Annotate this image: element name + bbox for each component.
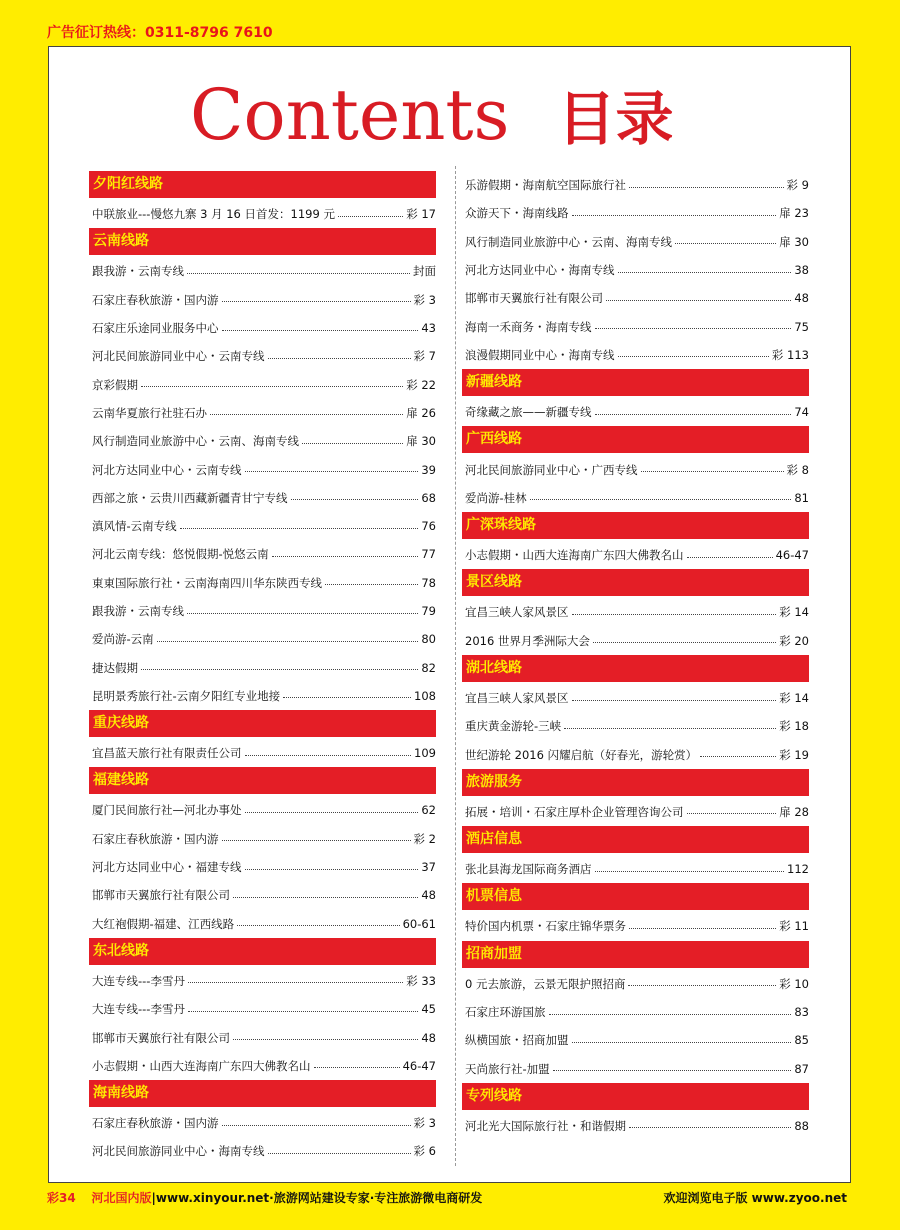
dot-leader — [233, 1039, 418, 1040]
dot-leader — [593, 642, 776, 643]
section-heading: 重庆线路 — [89, 710, 436, 737]
toc-entry[interactable] — [92, 682, 436, 710]
section-heading: 新疆线路 — [462, 369, 809, 396]
toc-entry[interactable] — [92, 200, 436, 228]
dot-leader — [572, 614, 777, 615]
entry-page-number: 74 — [794, 405, 809, 420]
entry-name: 石家庄春秋旅游・国内游 — [92, 1116, 219, 1131]
toc-entry[interactable] — [92, 1109, 436, 1137]
entry-page-number: 83 — [794, 1005, 809, 1020]
dot-leader — [222, 301, 411, 302]
entry-name: 小志假期・山西大连海南广东四大佛教名山 — [92, 1058, 311, 1073]
toc-entry[interactable] — [92, 739, 436, 767]
entry-name: 跟我游・云南专线 — [92, 604, 184, 618]
dot-leader — [283, 697, 411, 698]
dot-leader — [572, 1042, 792, 1043]
dot-leader — [314, 1067, 400, 1068]
entry-name: 天尚旅行社-加盟 — [465, 1061, 550, 1076]
right-column — [437, 171, 809, 1140]
dot-leader — [272, 556, 419, 557]
dot-leader — [188, 982, 403, 983]
toc-entry[interactable] — [92, 653, 436, 681]
footer-ebook-link[interactable]: 欢迎浏览电子版 www.zyoo.net — [663, 1191, 847, 1205]
toc-entry[interactable] — [92, 342, 436, 370]
entry-name: 跟我游・云南专线 — [92, 264, 184, 279]
entry-name: 海南一禾商务・海南专线 — [465, 319, 592, 334]
entry-page-number: 彩 14 — [779, 691, 809, 705]
entry-page-number: 46-47 — [775, 548, 809, 563]
entry-name: 東東国际旅行社・云南海南四川华东陕西专线 — [92, 575, 322, 590]
dot-leader — [338, 216, 403, 217]
toc-entry[interactable] — [92, 399, 436, 427]
dot-leader — [629, 928, 776, 929]
entry-name: 昆明景秀旅行社-云南夕阳红专业地接 — [92, 688, 281, 703]
toc-entry[interactable] — [92, 257, 436, 285]
entry-name: 重庆黄金游轮-三峡 — [465, 719, 562, 734]
section-heading: 机票信息 — [462, 883, 809, 910]
dot-leader — [233, 897, 418, 898]
toc-entry[interactable] — [465, 627, 809, 655]
entry-page-number: 彩 20 — [779, 633, 809, 648]
entry-page-number: 扉 23 — [779, 206, 809, 221]
dot-leader — [291, 499, 419, 500]
entry-page-number: 87 — [794, 1061, 809, 1076]
dot-leader — [629, 1127, 791, 1128]
section-heading: 海南线路 — [89, 1080, 436, 1107]
dot-leader — [222, 1125, 411, 1126]
dot-leader — [618, 272, 792, 273]
toc-entry[interactable] — [92, 512, 436, 540]
entry-page-number: 43 — [421, 321, 436, 336]
entry-page-number: 扉 28 — [779, 804, 809, 819]
toc-entry[interactable] — [465, 855, 809, 883]
dot-leader — [629, 187, 784, 188]
dot-leader — [268, 358, 411, 359]
entry-name: 中联旅业---慢悠九寨 3 月 16 日首发：1199 元 — [92, 207, 335, 222]
entry-page-number: 彩 9 — [786, 178, 809, 193]
dot-leader — [606, 300, 791, 301]
entry-page-number: 109 — [414, 746, 436, 761]
dot-leader — [187, 273, 410, 274]
toc-entry[interactable] — [465, 998, 809, 1026]
entry-page-number: 60-61 — [402, 916, 436, 931]
dot-leader — [210, 414, 403, 415]
entry-page-number: 78 — [421, 575, 436, 590]
entry-name: 河北光大国际旅行社・和谐假期 — [465, 1118, 626, 1133]
entry-name: 河北方达同业中心・福建专线 — [92, 860, 242, 875]
dot-leader — [595, 414, 792, 415]
dot-leader — [325, 584, 418, 585]
entry-page-number: 68 — [421, 490, 436, 505]
dot-leader — [595, 871, 785, 872]
toc-entry[interactable] — [92, 796, 436, 824]
entry-page-number: 彩 11 — [779, 919, 809, 934]
toc-entry[interactable] — [92, 853, 436, 881]
entry-name: 石家庄乐途同业服务中心 — [92, 321, 219, 336]
title-english: Contents — [190, 74, 510, 156]
entry-page-number: 封面 — [413, 264, 436, 279]
toc-entry[interactable] — [92, 1052, 436, 1080]
entry-name: 张北县海龙国际商务酒店 — [465, 862, 592, 877]
toc-entry[interactable] — [465, 1112, 809, 1140]
section-heading: 夕阳红线路 — [89, 171, 436, 198]
entry-name: 众游天下・海南线路 — [465, 206, 569, 221]
toc-entry[interactable] — [92, 881, 436, 909]
footer-page-number: 彩34 — [47, 1191, 76, 1205]
toc-entry[interactable] — [92, 314, 436, 342]
toc-entry[interactable] — [92, 484, 436, 512]
toc-entry[interactable] — [465, 970, 809, 998]
entry-page-number: 彩 3 — [413, 292, 436, 307]
toc-entry[interactable] — [92, 1137, 436, 1165]
entry-page-number: 45 — [421, 1002, 436, 1017]
entry-name: 西部之旅・云贵川西藏新疆青甘宁专线 — [92, 490, 288, 505]
toc-entry[interactable] — [92, 625, 436, 653]
toc-entry[interactable] — [92, 540, 436, 568]
page-title — [190, 75, 674, 155]
entry-name: 乐游假期・海南航空国际旅行社 — [465, 178, 626, 193]
section-heading: 招商加盟 — [462, 941, 809, 968]
section-heading: 酒店信息 — [462, 826, 809, 853]
toc-entry[interactable] — [92, 825, 436, 853]
toc-entry[interactable] — [465, 712, 809, 740]
toc-entry[interactable] — [465, 312, 809, 340]
toc-entry[interactable] — [92, 995, 436, 1023]
entry-page-number: 88 — [794, 1118, 809, 1133]
entry-name: 邯郸市天翼旅行社有限公司 — [92, 888, 230, 903]
entry-name: 宜昌三峡人家风景区 — [465, 605, 569, 620]
toc-entry[interactable] — [92, 455, 436, 483]
entry-name: 滇风情-云南专线 — [92, 519, 177, 534]
entry-name: 河北民间旅游同业中心・云南专线 — [92, 349, 265, 364]
entry-page-number: 108 — [414, 688, 436, 703]
entry-page-number: 彩 7 — [413, 349, 436, 364]
entry-name: 拓展・培训・石家庄厚朴企业管理咨询公司 — [465, 804, 684, 819]
toc-entry[interactable] — [465, 228, 809, 256]
entry-name: 宜昌蓝天旅行社有限责任公司 — [92, 746, 242, 761]
footer-site-link[interactable]: |www.xinyour.net — [151, 1191, 270, 1205]
footer-slogan: ·旅游网站建设专家·专注旅游微电商研发 — [269, 1191, 483, 1205]
dot-leader — [687, 557, 773, 558]
toc-entry[interactable] — [92, 370, 436, 398]
dot-leader — [222, 330, 419, 331]
dot-leader — [628, 985, 776, 986]
title-chinese: 目录 — [557, 85, 674, 153]
entry-page-number: 39 — [421, 462, 436, 477]
toc-entry[interactable] — [465, 1026, 809, 1054]
ad-hotline: 广告征订热线：0311-8796 7610 — [47, 25, 273, 41]
entry-name: 风行制造同业旅游中心・云南、海南专线 — [92, 434, 299, 449]
entry-name: 石家庄环游国旅 — [465, 1005, 546, 1020]
entry-name: 爱尚游-云南 — [92, 632, 154, 647]
dot-leader — [549, 1014, 792, 1015]
entry-page-number: 彩 8 — [786, 462, 809, 477]
toc-entry[interactable] — [465, 256, 809, 284]
entry-page-number: 48 — [421, 1030, 436, 1045]
dot-leader — [141, 386, 403, 387]
section-heading: 湖北线路 — [462, 655, 809, 682]
entry-name: 宜昌三峡人家风景区 — [465, 691, 569, 705]
entry-page-number: 79 — [421, 604, 436, 618]
toc-entry[interactable] — [465, 284, 809, 312]
entry-page-number: 38 — [794, 263, 809, 278]
entry-page-number: 彩 22 — [406, 377, 436, 392]
entry-name: 河北民间旅游同业中心・海南专线 — [92, 1144, 265, 1159]
toc-entry[interactable] — [465, 912, 809, 940]
dot-leader — [222, 840, 411, 841]
dot-leader — [618, 356, 769, 357]
entry-page-number: 彩 113 — [771, 347, 809, 362]
toc-entry[interactable] — [465, 598, 809, 626]
dot-leader — [187, 613, 418, 614]
entry-name: 大红袍假期-福建、江西线路 — [92, 916, 235, 931]
entry-page-number: 80 — [421, 632, 436, 647]
entry-page-number: 彩 33 — [406, 973, 436, 988]
toc-entry[interactable] — [92, 569, 436, 597]
dot-leader — [237, 925, 399, 926]
entry-name: 邯郸市天翼旅行社有限公司 — [465, 291, 603, 306]
entry-page-number: 62 — [421, 803, 436, 818]
entry-name: 小志假期・山西大连海南广东四大佛教名山 — [465, 548, 684, 563]
entry-page-number: 扉 26 — [406, 405, 436, 420]
dot-leader — [245, 869, 419, 870]
toc-entry[interactable] — [92, 967, 436, 995]
toc-entry[interactable] — [465, 798, 809, 826]
entry-page-number: 76 — [421, 519, 436, 534]
toc-entry[interactable] — [465, 684, 809, 712]
entry-name: 浪漫假期同业中心・海南专线 — [465, 347, 615, 362]
toc-entry[interactable] — [465, 484, 809, 512]
dot-leader — [302, 443, 403, 444]
toc-entry[interactable] — [465, 541, 809, 569]
dot-leader — [188, 1011, 418, 1012]
dot-leader — [641, 471, 784, 472]
entry-page-number: 彩 19 — [779, 747, 809, 762]
entry-page-number: 48 — [794, 291, 809, 306]
entry-page-number: 彩 3 — [413, 1116, 436, 1131]
toc-entry[interactable] — [465, 1055, 809, 1083]
toc-entry[interactable] — [92, 286, 436, 314]
entry-name: 河北民间旅游同业中心・广西专线 — [465, 462, 638, 477]
entry-name: 风行制造同业旅游中心・云南、海南专线 — [465, 234, 672, 249]
entry-page-number: 75 — [794, 319, 809, 334]
dot-leader — [180, 528, 419, 529]
dot-leader — [572, 215, 777, 216]
entry-name: 特价国内机票・石家庄锦华票务 — [465, 919, 626, 934]
entry-name: 纵横国旅・招商加盟 — [465, 1033, 569, 1048]
toc-entry[interactable] — [465, 740, 809, 768]
entry-name: 大连专线---李雪丹 — [92, 973, 185, 988]
toc-entry[interactable] — [465, 341, 809, 369]
entry-page-number: 112 — [787, 862, 809, 877]
entry-name: 河北云南专线：悠悦假期-悦悠云南 — [92, 547, 269, 562]
section-heading: 广深珠线路 — [462, 512, 809, 539]
entry-name: 爱尚游-桂林 — [465, 490, 527, 505]
dot-leader — [141, 669, 418, 670]
dot-leader — [245, 812, 419, 813]
toc-entry[interactable] — [465, 398, 809, 426]
dot-leader — [245, 471, 419, 472]
entry-page-number: 85 — [794, 1033, 809, 1048]
entry-page-number: 82 — [421, 660, 436, 675]
dot-leader — [553, 1070, 792, 1071]
left-column — [64, 171, 436, 1166]
dot-leader — [530, 499, 792, 500]
section-heading: 云南线路 — [89, 228, 436, 255]
toc-entry[interactable] — [92, 1023, 436, 1051]
section-heading: 东北线路 — [89, 938, 436, 965]
dot-leader — [675, 243, 776, 244]
dot-leader — [572, 700, 777, 701]
dot-leader — [595, 328, 792, 329]
section-heading: 广西线路 — [462, 426, 809, 453]
entry-name: 0 元去旅游，云景无限护照招商 — [465, 976, 626, 991]
entry-name: 云南华夏旅行社驻石办 — [92, 405, 207, 420]
entry-name: 捷达假期 — [92, 660, 138, 675]
dot-leader — [564, 728, 776, 729]
section-heading: 旅游服务 — [462, 769, 809, 796]
footer-edition: 河北国内版 — [91, 1191, 152, 1205]
entry-name: 邯郸市天翼旅行社有限公司 — [92, 1030, 230, 1045]
entry-page-number: 77 — [421, 547, 436, 562]
dot-leader — [700, 756, 776, 757]
entry-name: 厦门民间旅行社—河北办事处 — [92, 803, 242, 818]
entry-name: 世纪游轮 2016 闪耀启航（好春光，游轮赏） — [465, 747, 698, 762]
section-heading: 福建线路 — [89, 767, 436, 794]
entry-name: 河北方达同业中心・海南专线 — [465, 263, 615, 278]
entry-page-number: 彩 10 — [779, 976, 809, 991]
entry-name: 河北方达同业中心・云南专线 — [92, 462, 242, 477]
toc-entry[interactable] — [465, 199, 809, 227]
toc-entry[interactable] — [465, 171, 809, 199]
entry-name: 奇缘藏之旅——新疆专线 — [465, 405, 592, 420]
section-heading: 专列线路 — [462, 1083, 809, 1110]
entry-page-number: 37 — [421, 860, 436, 875]
toc-entry[interactable] — [465, 455, 809, 483]
toc-entry[interactable] — [92, 427, 436, 455]
dot-leader — [268, 1153, 411, 1154]
section-heading: 景区线路 — [462, 569, 809, 596]
toc-entry[interactable] — [92, 910, 436, 938]
entry-page-number: 彩 14 — [779, 605, 809, 620]
entry-name: 京彩假期 — [92, 377, 138, 392]
toc-entry[interactable] — [92, 597, 436, 625]
entry-page-number: 48 — [421, 888, 436, 903]
entry-page-number: 扉 30 — [406, 434, 436, 449]
entry-page-number: 46-47 — [402, 1058, 436, 1073]
entry-name: 2016 世界月季洲际大会 — [465, 633, 590, 648]
entry-name: 石家庄春秋旅游・国内游 — [92, 831, 219, 846]
entry-page-number: 彩 17 — [406, 207, 436, 222]
entry-page-number: 彩 6 — [413, 1144, 436, 1159]
entry-page-number: 彩 18 — [779, 719, 809, 734]
entry-name: 石家庄春秋旅游・国内游 — [92, 292, 219, 307]
dot-leader — [245, 755, 412, 756]
entry-page-number: 扉 30 — [779, 234, 809, 249]
dot-leader — [157, 641, 419, 642]
entry-name: 大连专线---李雪丹 — [92, 1002, 185, 1017]
dot-leader — [687, 813, 777, 814]
entry-page-number: 81 — [794, 490, 809, 505]
footer — [47, 1188, 847, 1208]
entry-page-number: 彩 2 — [413, 831, 436, 846]
